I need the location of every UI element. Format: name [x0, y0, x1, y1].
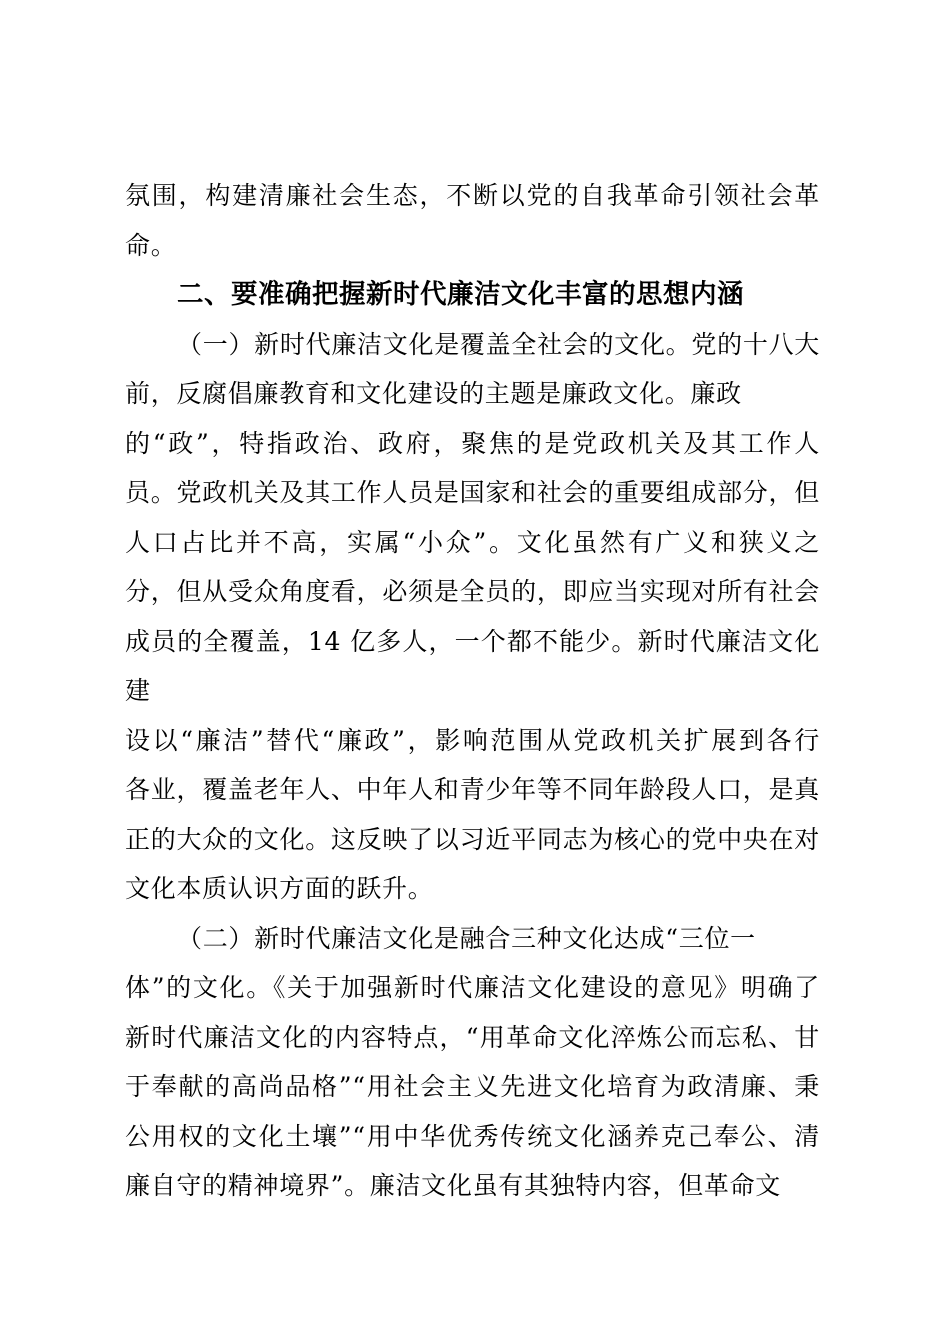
paragraph-first-line: （一）新时代廉洁文化是覆盖全社会的文化。党的十八大 [177, 329, 820, 359]
text-line: 设以“廉洁”替代“廉政”，影响范围从党政机关扩展到各行 [125, 725, 820, 755]
text-line: 体”的文化。《关于加强新时代廉洁文化建设的意见》明确了 [125, 973, 820, 1002]
text-line: 新时代廉洁文化的内容特点，“用革命文化淬炼公而忘私、甘 [125, 1022, 820, 1052]
paragraph-first-line: （二）新时代廉洁文化是融合三种文化达成“三位一 [177, 923, 756, 953]
text-line: 正的大众的文化。这反映了以习近平同志为核心的党中央在对 [125, 824, 820, 854]
text-line: 氛围，构建清廉社会生态，不断以党的自我革命引领社会革 [125, 181, 820, 210]
text-line: 人口占比并不高，实属“小众”。文化虽然有广义和狭义之 [125, 527, 820, 557]
section-heading: 二、要准确把握新时代廉洁文化丰富的思想内涵 [177, 279, 744, 310]
text-line: 员。党政机关及其工作人员是国家和社会的重要组成部分，但 [125, 478, 820, 507]
text-line: 各业，覆盖老年人、中年人和青少年等不同年龄段人口，是真 [125, 775, 820, 804]
text-line: 公用权的文化土壤”“用中华优秀传统文化涵养克己奉公、清 [125, 1121, 820, 1151]
text-line: 成员的全覆盖，14 亿多人，一个都不能少。新时代廉洁文化建 [125, 626, 820, 705]
text-line: 于奉献的高尚品格”“用社会主义先进文化培育为政清廉、秉 [125, 1072, 820, 1101]
document-text-block [125, 171, 820, 1211]
text-line: 廉自守的精神境界”。廉洁文化虽有其独特内容，但革命文 [125, 1171, 781, 1200]
text-line: 文化本质认识方面的跃升。 [125, 874, 434, 903]
text-line: 前，反腐倡廉教育和文化建设的主题是廉政文化。廉政 [125, 379, 742, 408]
text-line: 的“政”，特指政治、政府，聚焦的是党政机关及其工作人 [125, 428, 820, 458]
text-line: 命。 [125, 230, 177, 260]
text-line: 分，但从受众角度看，必须是全员的，即应当实现对所有社会 [125, 577, 820, 606]
